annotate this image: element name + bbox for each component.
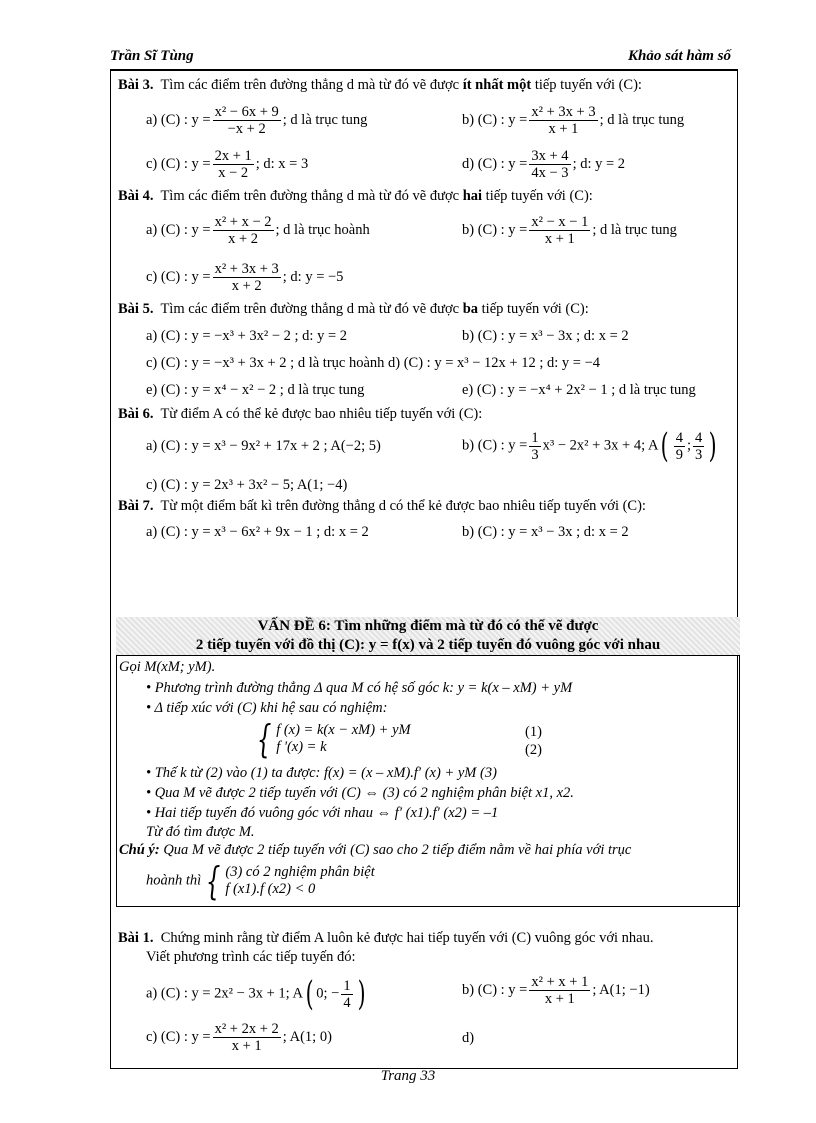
bai1-subheading: Viết phương trình các tiếp tuyến đó: [146, 949, 356, 965]
header-author: Trần Sĩ Tùng [110, 48, 194, 64]
bai7-heading: Bài 7. Từ một điểm bất kì trên đường thẳng d có thể kẻ được bao nhiêu tiếp tuyến với (C): [118, 498, 646, 514]
bai1-d: d) [462, 1030, 475, 1046]
method-note: Chú ý: Qua M vẽ được 2 tiếp tuyến với (C) sao cho 2 tiếp điểm nằm về hai phía với trục [119, 842, 632, 858]
header-topic: Khảo sát hàm số [628, 48, 731, 64]
bai7-b: b) (C) : y = x³ − 3x ; d: x = 2 [462, 524, 629, 540]
bai3-heading: Bài 3. Tìm các điểm trên đường thẳng d mà từ đó vẽ được ít nhất một tiếp tuyến với (C): [118, 77, 642, 93]
section-title-band [116, 617, 740, 655]
bai6-heading: Bài 6. Từ điểm A có thể kẻ được bao nhiêu tiếp tuyến với (C): [118, 406, 483, 422]
eq-number-2: (2) [525, 742, 542, 758]
bai5-e2: e) (C) : y = −x⁴ + 2x² − 1 ; d là trục tung [462, 382, 696, 398]
method-bullet-2: • Δ tiếp xúc với (C) khi hệ sau có nghiệm: [146, 700, 388, 716]
bai3-label: Bài 3. [118, 77, 154, 93]
bai1-heading: Bài 1. Chứng minh rằng từ điểm A luôn kẻ được hai tiếp tuyến với (C) vuông góc với nhau. [118, 930, 654, 946]
method-conclusion: Từ đó tìm được M. [146, 824, 255, 840]
bai1-a: a) (C) : y = 2x² − 3x + 1; A( 0; − $\frac{1}{4}$ ) [146, 974, 366, 1014]
bai5-b: b) (C) : y = x³ − 3x ; d: x = 2 [462, 328, 629, 344]
method-system: { f (x) = k(x − xM) + yM f '(x) = k [256, 717, 411, 761]
method-note-system: hoành thì { (3) có 2 nghiệm phân biệt f (x1).f (x2) < 0 [146, 859, 375, 903]
bai6-b: b) (C) : y = $\frac{1}{3}$ x³ − 2x² + 3x + 4; A( $\frac{4}{9}$ ; $\frac{4}{3}$ ) [462, 426, 717, 466]
bai4-a: a) (C) : y = $\frac{\text{x² + x − 2}}{x + 2}$ ; d là trục hoành [146, 214, 370, 247]
bai6-c: c) (C) : y = 2x³ + 3x² − 5; A(1; −4) [146, 477, 348, 493]
method-bullet-5: • Hai tiếp tuyến đó vuông góc với nhau ⇔ f′ (x1).f′ (x2) = –1 [146, 805, 499, 821]
bai4-b: b) (C) : y = $\frac{\text{x² − x − 1}}{x + 1}$ ; d là trục tung [462, 214, 677, 247]
section-title-line2: 2 tiếp tuyến với đồ thị (C): y = f(x) và 2 tiếp tuyến đó vuông góc với nhau [195, 637, 661, 653]
bai5-heading: Bài 5. Tìm các điểm trên đường thẳng d mà từ đó vẽ được ba tiếp tuyến với (C): [118, 301, 589, 317]
method-bullet-1: • Phương trình đường thẳng Δ qua M có hệ số góc k: y = k(x – xM) + yM [146, 680, 573, 696]
section-title-line1: VẤN ĐỀ 6: Tìm những điểm mà từ đó có thể vẽ được [257, 618, 599, 634]
bai4-c: c) (C) : y = $\frac{\text{x² + 3x + 3}}{x + 2}$ ; d: y = −5 [146, 261, 344, 294]
method-bullet-4: • Qua M vẽ được 2 tiếp tuyến với (C) ⇔ (3) có 2 nghiệm phân biệt x1, x2. [146, 785, 574, 801]
bai7-a: a) (C) : y = x³ − 6x² + 9x − 1 ; d: x = 2 [146, 524, 369, 540]
bai6-a: a) (C) : y = x³ − 9x² + 17x + 2 ; A(−2; 5) [146, 438, 381, 454]
bai3-c: c) (C) : y = $\frac{2x + 1}{x - 2}$ ; d: x = 3 [146, 148, 309, 181]
page-header [110, 48, 731, 68]
bai5-a: a) (C) : y = −x³ + 3x² − 2 ; d: y = 2 [146, 328, 348, 344]
eq-number-1: (1) [525, 724, 542, 740]
method-bullet-3: • Thế k từ (2) vào (1) ta được: f(x) = (x – xM).f′ (x) + yM (3) [146, 765, 497, 781]
bai1-c: c) (C) : y = $\frac{\text{x² + 2x + 2}}{x + 1}$ ; A(1; 0) [146, 1021, 332, 1054]
bai5-cd: c) (C) : y = −x³ + 3x + 2 ; d là trục hoành d) (C) : y = x³ − 12x + 12 ; d: y = −4 [146, 355, 601, 371]
bai3-a: a) (C) : y = $\frac{\text{x² − 6x + 9}}{-x + 2}$ ; d là trục tung [146, 104, 368, 137]
bai4-heading: Bài 4. Tìm các điểm trên đường thẳng d mà từ đó vẽ được hai tiếp tuyến với (C): [118, 188, 593, 204]
bai3-b: b) (C) : y = $\frac{\text{x² + 3x + 3}}{x + 1}$ ; d là trục tung [462, 104, 685, 137]
bai5-e1: e) (C) : y = x⁴ − x² − 2 ; d là trục tung [146, 382, 365, 398]
bai1-b: b) (C) : y = $\frac{\text{x² + x + 1}}{x + 1}$ ; A(1; −1) [462, 974, 650, 1007]
page-number: Trang 33 [380, 1068, 436, 1084]
method-intro: Gọi M(xM; yM). [119, 659, 216, 675]
bai3-d: d) (C) : y = $\frac{3x + 4}{4x - 3}$ ; d: y = 2 [462, 148, 626, 181]
